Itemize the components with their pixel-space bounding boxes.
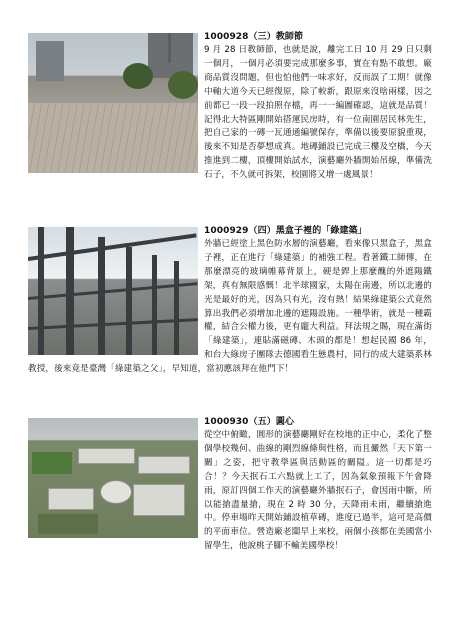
photo-aerial-campus: [28, 418, 198, 538]
photo-beam: [152, 255, 157, 355]
photo-plaza-construction: [28, 33, 198, 173]
entry-title: 1000928（三）教師節: [204, 32, 304, 42]
entry-body: 9 月 28 日教師節，也就是說，離完工日 10 月 29 日只剩一個月，一個月必須要完成那麼多事，實在有點不敢想。廠商品質沒問題，但也怕他們一味求好，反而誤了工期！就像中軸大道今天已經復原，除了較新，跟原來沒啥兩樣，因之前都已一段一段拍照存檔，再一一編圖確認，這就是品質！記得北大特區剛開始搭運民房時，有一位南園居民林先生，把自己家的一磚一瓦通通編號保存，準備以後要原貌重現，後來不知是否夢想成真。地磚鋪設已完成三樓及空橋，今天推進到二樓，頂樓開始試水，演藝廳外牆開始吊線，準備洗石子，不久就可拆架，校園將又增一處風景！: [204, 45, 432, 181]
photo-beam: [28, 233, 197, 261]
photo-tree-shape: [123, 63, 153, 89]
photo-building-shape: [36, 41, 64, 81]
photo-building-block: [138, 456, 190, 474]
entry-title: 1000929（四）黑盒子裡的「綠建築」: [204, 226, 367, 236]
entry-body: 外牆已經塗上黑色防水層的演藝廳，看來像只黑盒子，黑盒子裡，正在進行「綠建築」的補強工程。看著鐵工師傳，在那麼漂亮的玻璃帷幕背景上，硬是銲上那麼醜的外遮陽鐵架，真有無限感慨！北半球國家，太陽在南邊，所以北邊的光是最好的光，因為只有光，沒有熱！結果綠建築公式竟然算出我們必須增加北邊的遮陽設施。一種學術，就是一種霸權，結合公權力後，更有龐大利益。拜法規之賜，現在滿街「綠建築」，連貼滿磁磚、木頭的都是！想起民國 86 年，和台大綠房子團隊去德國看生態農村，同行的成大建築系林教授，後來竟是臺灣「綠建築之父」，早知道，當初應該拜在他門下！: [28, 239, 432, 375]
photo-field: [38, 514, 98, 534]
entry-body: 從空中俯瞰，圓形的演藝廳剛好在校地的正中心，柔化了整個學校幾何、曲線的剛烈線條與性格，而且儼然「天下第一關」之姿，把守教學區與活動區的關隘。這一切都是巧合！？今天抿石工六點就上工了，因為氣象預報下午會降雨，原訂四個工作天的演藝廳外牆抿石子，會因雨中斷，所以能搶盡量搶，現在 2 時 30 分，天降雨未雨，繼續搶進中。停車場昨天開始鋪設植草磚，進度已過半，這可是高價的平面車位。營造廠老闆早上來校，兩個小孩都在美國當小留學生，他說桃子腳不輸美國學校！: [204, 430, 432, 552]
photo-beam: [126, 247, 132, 355]
photo-steel-frame: [28, 227, 198, 355]
photo-beam: [28, 282, 197, 300]
diary-entry-0930: [28, 415, 432, 554]
photo-field: [32, 452, 72, 474]
photo-beam: [38, 227, 44, 355]
photo-beam: [174, 261, 179, 355]
photo-beam: [98, 237, 105, 355]
photo-beam: [66, 227, 74, 355]
entry-title: 1000930（五）圓心: [204, 417, 295, 427]
photo-building-block: [133, 484, 185, 516]
photo-crane-shape: [168, 33, 171, 63]
photo-building-block: [78, 448, 135, 464]
photo-beam: [28, 318, 198, 330]
diary-entry-0929: [28, 224, 432, 377]
photo-tree-shape: [168, 71, 198, 99]
photo-paving: [28, 103, 198, 173]
diary-entry-0928: [28, 30, 432, 183]
photo-building-block: [48, 488, 94, 510]
photo-round-hall: [100, 480, 132, 504]
